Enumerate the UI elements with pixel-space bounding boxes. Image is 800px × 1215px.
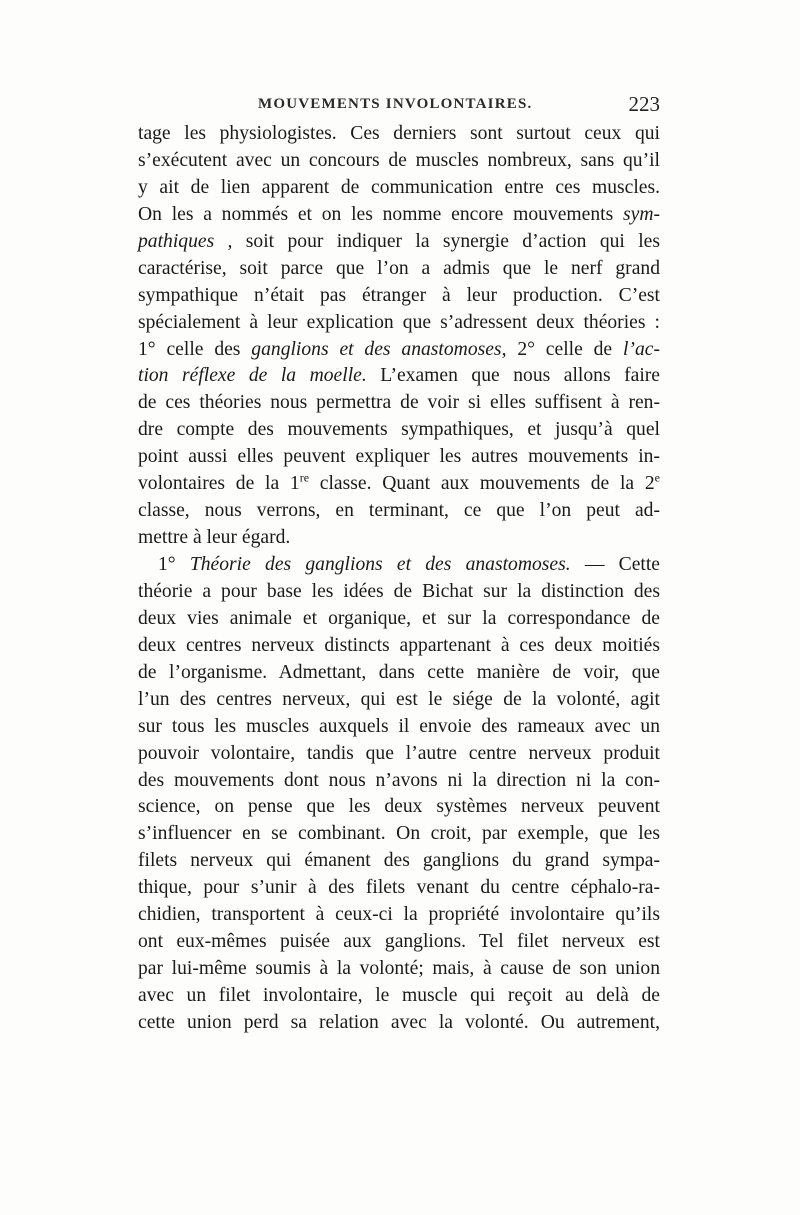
text-run: sympathique n’était pas étranger à leur production. C’est <box>138 284 660 306</box>
text-line <box>138 741 660 768</box>
text-run: théorie a pour base les idées de Bichat sur la distinction des <box>138 580 660 602</box>
text-line <box>138 175 660 202</box>
text-line <box>138 337 660 364</box>
text-run: , 2° celle de <box>501 338 623 360</box>
text-line <box>138 687 660 714</box>
text-run: soit pour indiquer la synergie d’action qui les <box>232 230 660 252</box>
text-line <box>138 606 660 633</box>
text-line <box>138 956 660 983</box>
text-run: deux centres nerveux distincts appartenant à ces deux moitiés <box>138 634 660 656</box>
text-run: 1° celle des <box>138 338 252 360</box>
text-run: l’un des centres nerveux, qui est le siége de la volonté, agit <box>138 688 660 710</box>
text-line <box>138 929 660 956</box>
text-run: sur tous les muscles auxquels il envoie des rameaux avec un <box>138 715 660 737</box>
body-text <box>138 121 660 1037</box>
text-line <box>138 848 660 875</box>
text-line <box>138 525 660 552</box>
text-run: avec un filet involontaire, le muscle qui reçoit au delà de <box>138 985 660 1006</box>
text-line <box>138 229 660 256</box>
text-line <box>138 1010 660 1037</box>
text-run: deux vies animale et organique, et sur la correspondance de <box>138 607 660 629</box>
text-run: s’exécutent avec un concours de muscles nombreux, sans qu’il <box>138 149 660 171</box>
text-line <box>138 902 660 929</box>
text-run: — Cette <box>570 554 661 575</box>
italic-text: l’ac- <box>622 338 660 360</box>
italic-text: pathiques , <box>138 230 233 252</box>
text-run: des mouvements dont nous n’avons ni la direction ni la con- <box>138 769 660 791</box>
text-run: caractérise, soit parce que l’on a admis que le nerf grand <box>138 257 660 279</box>
text-line <box>138 417 660 444</box>
text-line <box>138 821 660 848</box>
text-line <box>138 983 660 1010</box>
text-run: volontaires de la 1 <box>138 473 300 495</box>
text-run: dre compte des mouvements sympathiques, et jusqu’à quel <box>138 419 660 441</box>
text-run: 1° <box>158 554 190 575</box>
text-line <box>138 768 660 795</box>
text-line <box>138 390 660 417</box>
text-run: pouvoir volontaire, tandis que l’autre centre nerveux produit <box>138 742 660 764</box>
text-line <box>138 633 660 660</box>
italic-text: Théorie des ganglions et des anastomoses. <box>189 554 571 575</box>
text-run: ont eux-mêmes puisée aux ganglions. Tel filet nerveux est <box>138 931 660 953</box>
text-run: tage les physiologistes. Ces derniers sont surtout ceux qui <box>138 123 660 144</box>
superscript-text: re <box>299 470 310 485</box>
text-line <box>138 660 660 687</box>
text-run: de l’organisme. Admettant, dans cette manière de voir, que <box>138 661 660 683</box>
text-line <box>138 498 660 525</box>
text-line <box>138 794 660 821</box>
text-line <box>138 444 660 471</box>
text-line <box>138 121 660 148</box>
text-run: spécialement à leur explication que s’adressent deux théories : <box>138 311 660 333</box>
text-run: L’examen que nous allons faire <box>366 365 660 387</box>
text-run: classe, nous verrons, en terminant, ce que l’on peut ad- <box>138 500 660 522</box>
text-line <box>138 579 660 606</box>
text-line <box>138 283 660 310</box>
text-run: chidien, transportent à ceux-ci la propriété involontaire qu’ils <box>138 904 660 926</box>
running-title: MOUVEMENTS INVOLONTAIRES. <box>258 96 533 112</box>
text-run: s’influencer en se combinant. On croit, par exemple, que les <box>138 823 660 845</box>
page-number: 223 <box>628 92 660 116</box>
text-run: cette union perd sa relation avec la volonté. Ou autrement, <box>138 1011 660 1033</box>
superscript-text: e <box>654 470 660 485</box>
text-run: filets nerveux qui émanent des ganglions du grand sympa- <box>138 850 660 872</box>
text-run: point aussi elles peuvent expliquer les autres mouvements in- <box>138 446 660 468</box>
text-line <box>138 875 660 902</box>
text-run: On les a nommés et on les nomme encore mouvements <box>138 203 623 225</box>
text-line <box>138 363 660 390</box>
text-run: mettre à leur égard. <box>138 527 291 549</box>
text-line <box>138 202 660 229</box>
italic-text: sym- <box>623 203 660 225</box>
italic-text: tion réflexe de la moelle. <box>138 365 367 387</box>
text-line <box>138 256 660 283</box>
text-run: science, on pense que les deux systèmes nerveux peuvent <box>138 796 660 818</box>
text-line <box>138 714 660 741</box>
text-line <box>138 148 660 175</box>
text-run: y ait de lien apparent de communication entre ces muscles. <box>138 176 660 198</box>
text-line <box>138 310 660 337</box>
text-line <box>138 471 660 498</box>
running-head <box>138 92 660 122</box>
text-run: classe. Quant aux mouvements de la 2 <box>309 473 655 495</box>
text-run: de ces théories nous permettra de voir si elles suffisent à ren- <box>138 392 660 414</box>
text-run: thique, pour s’unir à des filets venant du centre céphalo-ra- <box>138 877 660 899</box>
italic-text: ganglions et des anastomoses <box>251 338 502 360</box>
text-run: par lui-même soumis à la volonté; mais, à cause de son union <box>138 958 660 980</box>
text-line <box>138 552 660 579</box>
